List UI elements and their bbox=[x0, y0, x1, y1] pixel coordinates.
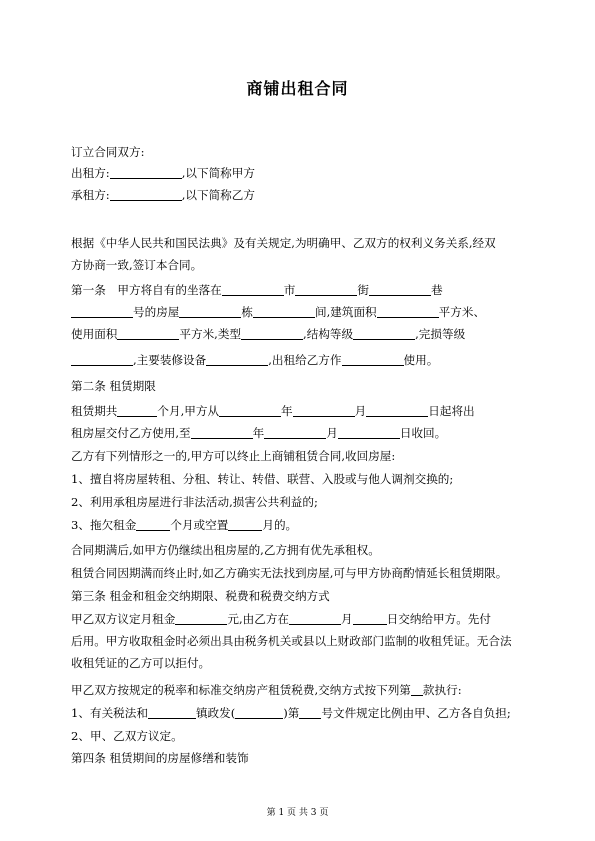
text-line bbox=[71, 565, 531, 581]
text-line bbox=[71, 378, 531, 394]
text-line bbox=[71, 750, 531, 766]
text-line bbox=[71, 448, 531, 464]
blank-underline bbox=[264, 426, 326, 439]
line-text: 镇政发( bbox=[195, 706, 236, 720]
line-text: 后用。甲方收取租金时必须出具由税务机关或县以上财政部门监制的收租凭证。无合法 bbox=[71, 634, 512, 648]
line-text: 第一条 甲方将自有的坐落在 bbox=[71, 283, 222, 297]
line-text: )第 bbox=[283, 706, 300, 720]
line-text: 栋 bbox=[241, 305, 253, 319]
line-text: 租赁期共 bbox=[71, 404, 118, 418]
text-line bbox=[71, 425, 531, 441]
blank-underline bbox=[369, 283, 431, 296]
text-line bbox=[71, 352, 531, 368]
blank-underline bbox=[148, 706, 196, 719]
text-line bbox=[71, 165, 531, 181]
blank-underline bbox=[338, 426, 400, 439]
line-text: 3、拖欠租金 bbox=[71, 518, 137, 532]
text-line bbox=[71, 682, 531, 698]
blank-underline bbox=[219, 404, 281, 417]
line-text: 第四条 租赁期间的房屋修缮和装饰 bbox=[71, 751, 249, 765]
line-text: 巷 bbox=[430, 283, 443, 297]
line-text: 第二条 租赁期限 bbox=[71, 379, 156, 393]
line-text: 间,建筑面积 bbox=[315, 305, 377, 319]
line-text: ,完损等级 bbox=[415, 327, 466, 341]
text-line bbox=[71, 705, 531, 721]
blank-underline bbox=[110, 166, 182, 179]
line-text: 款执行: bbox=[422, 683, 462, 697]
line-text: 收租凭证的乙方可以拒付。 bbox=[71, 656, 211, 670]
text-line bbox=[71, 304, 531, 320]
line-text: 出租方: bbox=[71, 166, 110, 180]
line-text: 号文件规定比例由甲、乙方各自负担; bbox=[321, 706, 511, 720]
blank-underline bbox=[191, 426, 253, 439]
text-line bbox=[71, 588, 531, 604]
document-title: 商铺出租合同 bbox=[246, 79, 349, 98]
line-text: 方协商一致,签订本合同。 bbox=[71, 258, 203, 272]
text-line bbox=[71, 728, 531, 744]
text-line bbox=[71, 235, 531, 251]
line-text: 日收回。 bbox=[399, 426, 447, 440]
line-text: 1、有关税法和 bbox=[71, 706, 148, 720]
blank-underline bbox=[366, 404, 428, 417]
text-line bbox=[71, 282, 531, 298]
line-text: 年 bbox=[252, 426, 265, 440]
page-footer: 第 1 页 共 3 页 bbox=[266, 808, 329, 818]
text-line bbox=[71, 517, 531, 533]
blank-underline bbox=[353, 612, 387, 625]
blank-underline bbox=[377, 305, 439, 318]
line-text: 使用面积 bbox=[71, 327, 118, 341]
text-line bbox=[71, 326, 531, 342]
line-text: 第三条 租金和租金交纳期限、税费和税费交纳方式 bbox=[71, 589, 330, 603]
line-text: 号的房屋 bbox=[133, 305, 180, 319]
text-line bbox=[71, 144, 531, 160]
blank-underline bbox=[117, 404, 157, 417]
line-text: 平方米,类型 bbox=[179, 327, 242, 341]
blank-underline bbox=[136, 518, 170, 531]
line-text: 租赁合同因期满而终止时,如乙方确实无法找到房屋,可与甲方协商酌情延长租赁期限。 bbox=[71, 566, 508, 580]
line-text: ,出租给乙方作 bbox=[268, 353, 342, 367]
blank-underline bbox=[235, 706, 283, 719]
line-text: 2、利用承租房屋进行非法活动,损害公共利益的; bbox=[71, 495, 318, 509]
line-text: 元,由乙方在 bbox=[227, 612, 290, 626]
blank-underline bbox=[299, 706, 321, 719]
line-text: 甲乙双方按规定的税率和标准交纳房产租赁税费,交纳方式按下列第 bbox=[71, 683, 411, 697]
blank-underline bbox=[411, 683, 423, 696]
line-text: 根据《中华人民共和国民法典》及有关规定,为明确甲、乙双方的权利义务关系,经双 bbox=[71, 236, 496, 250]
blank-underline bbox=[71, 305, 133, 318]
line-text: ,结构等级 bbox=[303, 327, 354, 341]
text-line bbox=[71, 403, 531, 419]
line-text: ,以下简称乙方 bbox=[181, 188, 255, 202]
line-text: 日交纳给甲方。先付 bbox=[386, 612, 491, 626]
line-text: 月 bbox=[326, 426, 338, 440]
blank-underline bbox=[295, 283, 357, 296]
line-text: 街 bbox=[357, 283, 369, 297]
line-text: 个月或空置 bbox=[170, 518, 229, 532]
line-text: 个月,甲方从 bbox=[157, 404, 220, 418]
blank-underline bbox=[353, 327, 415, 340]
line-text: 年 bbox=[281, 404, 293, 418]
blank-underline bbox=[342, 353, 404, 366]
line-text: 乙方有下列情形之一的,甲方可以终止上商铺租赁合同,收回房屋: bbox=[71, 449, 396, 463]
blank-underline bbox=[289, 612, 341, 625]
line-text: 月的。 bbox=[262, 518, 298, 532]
blank-underline bbox=[228, 518, 262, 531]
line-text: 1、擅自将房屋转租、分租、转让、转借、联营、入股或与他人调剂交换的; bbox=[71, 472, 454, 486]
line-text: 订立合同双方: bbox=[71, 145, 145, 159]
blank-underline bbox=[175, 612, 227, 625]
blank-underline bbox=[179, 305, 241, 318]
text-line bbox=[71, 471, 531, 487]
line-text: 承租方: bbox=[71, 188, 110, 202]
line-text: 平方米、 bbox=[438, 305, 486, 319]
text-line bbox=[71, 655, 531, 671]
line-text: 月 bbox=[341, 612, 353, 626]
text-line bbox=[71, 257, 531, 273]
blank-underline bbox=[206, 353, 268, 366]
blank-underline bbox=[222, 283, 284, 296]
line-text: 租房屋交付乙方使用,至 bbox=[71, 426, 191, 440]
blank-underline bbox=[110, 188, 182, 201]
line-text: 使用。 bbox=[403, 353, 439, 367]
text-line bbox=[71, 542, 531, 558]
line-text: ,主要装修设备 bbox=[133, 353, 207, 367]
blank-underline bbox=[241, 327, 303, 340]
blank-underline bbox=[253, 305, 315, 318]
blank-underline bbox=[71, 353, 133, 366]
blank-underline bbox=[117, 327, 179, 340]
text-line bbox=[71, 611, 531, 627]
line-text: 市 bbox=[283, 283, 296, 297]
text-line bbox=[71, 494, 531, 510]
blank-underline bbox=[293, 404, 355, 417]
line-text: 日起将出 bbox=[428, 404, 475, 418]
line-text: 甲乙双方议定月租金 bbox=[71, 612, 176, 626]
line-text: 合同期满后,如甲方仍继续出租房屋的,乙方拥有优先承租权。 bbox=[71, 543, 380, 557]
line-text: 月 bbox=[354, 404, 367, 418]
text-line bbox=[71, 633, 531, 649]
line-text: ,以下简称甲方 bbox=[181, 166, 255, 180]
line-text: 2、甲、乙双方议定。 bbox=[71, 729, 183, 743]
text-line bbox=[71, 187, 531, 203]
